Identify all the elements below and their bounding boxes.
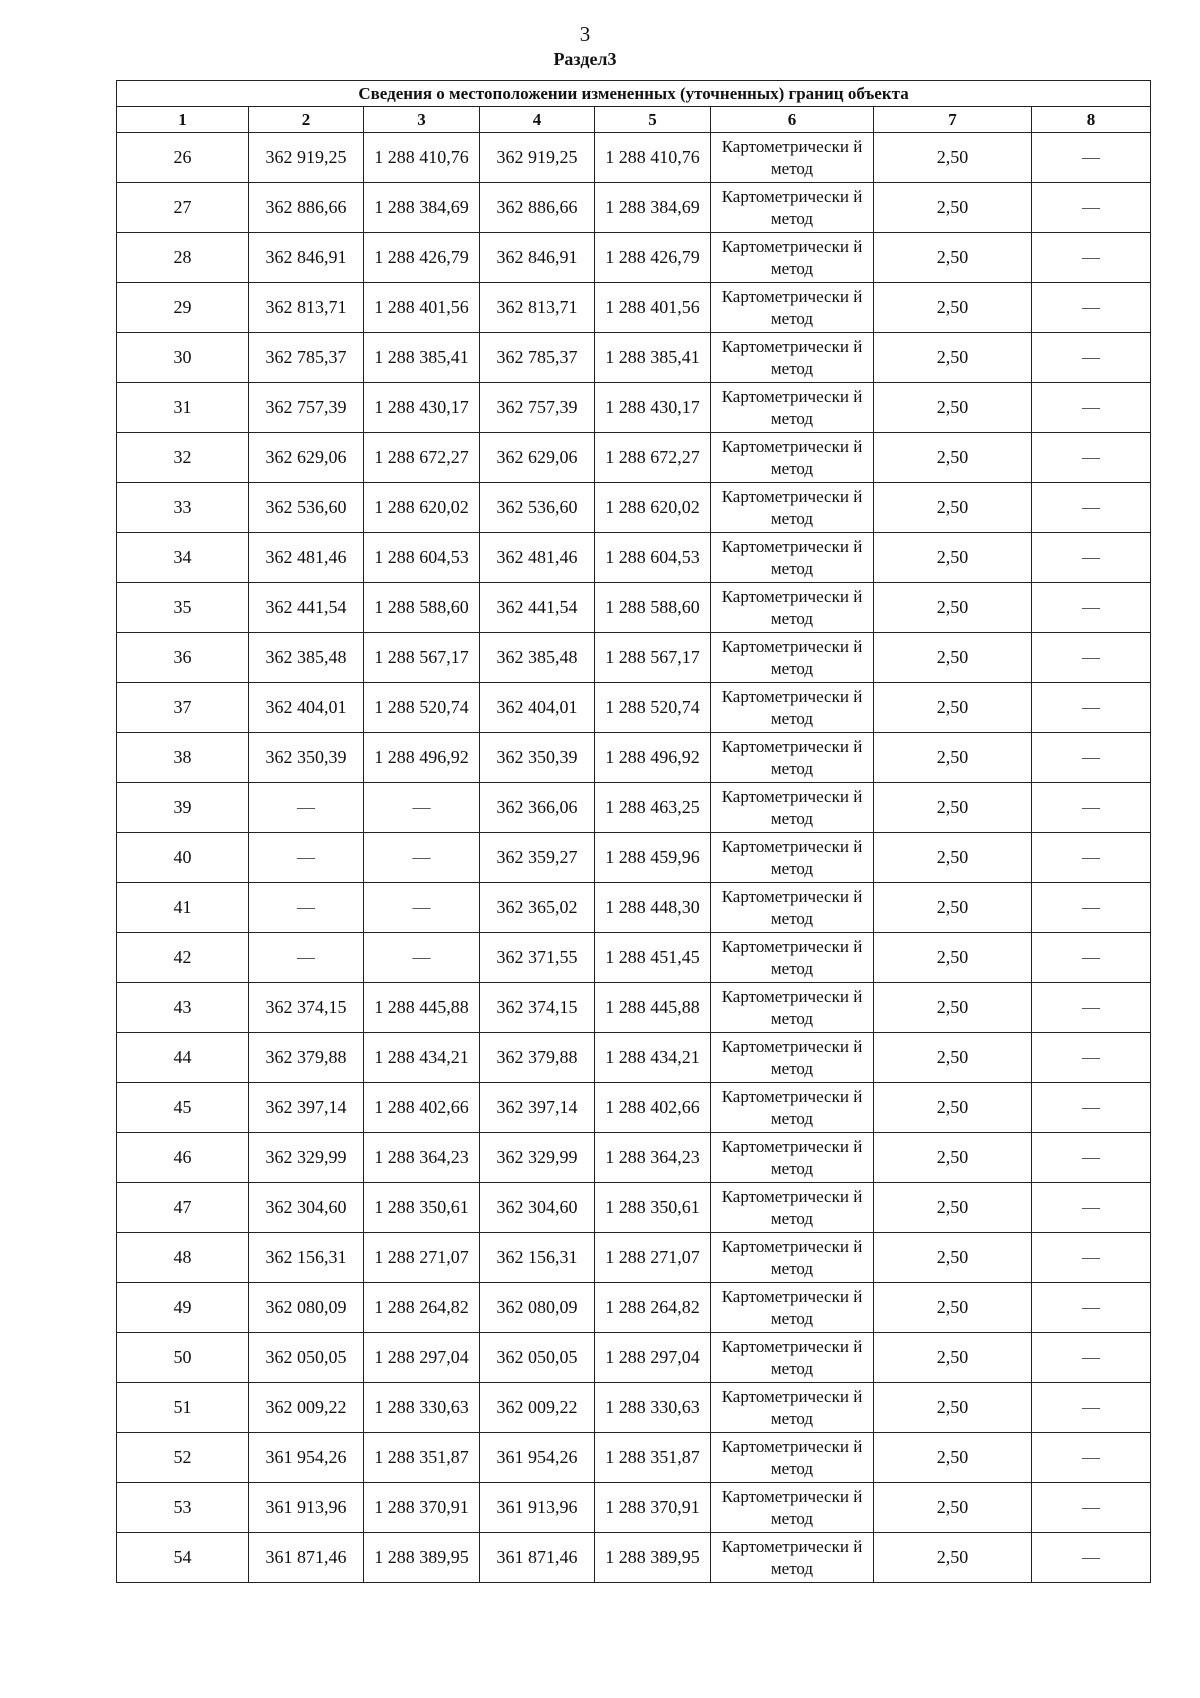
table-row: [117, 1133, 1151, 1183]
cell-refined-x: 362 359,27: [480, 833, 595, 883]
cell-note: —: [1032, 433, 1151, 483]
cell-point-number: 44: [117, 1033, 249, 1083]
cell-method: Картометрически й метод: [711, 1133, 874, 1183]
cell-existing-x: 361 954,26: [249, 1433, 364, 1483]
table-row: [117, 283, 1151, 333]
cell-note: —: [1032, 633, 1151, 683]
cell-accuracy: 2,50: [874, 383, 1032, 433]
cell-accuracy: 2,50: [874, 983, 1032, 1033]
cell-method: Картометрически й метод: [711, 283, 874, 333]
cell-note: —: [1032, 483, 1151, 533]
cell-refined-y: 1 288 351,87: [595, 1433, 711, 1483]
cell-accuracy: 2,50: [874, 1083, 1032, 1133]
cell-refined-x: 362 536,60: [480, 483, 595, 533]
cell-note: —: [1032, 283, 1151, 333]
cell-existing-x: 362 629,06: [249, 433, 364, 483]
cell-refined-x: 362 371,55: [480, 933, 595, 983]
cell-refined-x: 362 757,39: [480, 383, 595, 433]
cell-refined-x: 362 365,02: [480, 883, 595, 933]
cell-existing-x: 362 813,71: [249, 283, 364, 333]
cell-existing-y: 1 288 496,92: [364, 733, 480, 783]
cell-existing-y: 1 288 402,66: [364, 1083, 480, 1133]
cell-existing-y: 1 288 264,82: [364, 1283, 480, 1333]
cell-point-number: 48: [117, 1233, 249, 1283]
cell-refined-y: 1 288 370,91: [595, 1483, 711, 1533]
column-header-2: 2: [249, 107, 364, 133]
cell-refined-x: 362 350,39: [480, 733, 595, 783]
cell-refined-x: 361 871,46: [480, 1533, 595, 1583]
cell-note: —: [1032, 1133, 1151, 1183]
table-row: [117, 1533, 1151, 1583]
cell-method: Картометрически й метод: [711, 833, 874, 883]
table-row: [117, 1433, 1151, 1483]
cell-method: Картометрически й метод: [711, 433, 874, 483]
cell-accuracy: 2,50: [874, 183, 1032, 233]
table-row: [117, 483, 1151, 533]
cell-note: —: [1032, 1333, 1151, 1383]
cell-accuracy: 2,50: [874, 683, 1032, 733]
cell-point-number: 39: [117, 783, 249, 833]
cell-refined-x: 362 304,60: [480, 1183, 595, 1233]
cell-refined-y: 1 288 496,92: [595, 733, 711, 783]
cell-existing-y: —: [364, 883, 480, 933]
cell-refined-x: 362 441,54: [480, 583, 595, 633]
cell-existing-x: 362 397,14: [249, 1083, 364, 1133]
cell-note: —: [1032, 333, 1151, 383]
cell-note: —: [1032, 133, 1151, 183]
cell-refined-x: 362 629,06: [480, 433, 595, 483]
cell-existing-y: 1 288 672,27: [364, 433, 480, 483]
column-header-5: 5: [595, 107, 711, 133]
table-row: [117, 733, 1151, 783]
cell-method: Картометрически й метод: [711, 233, 874, 283]
table-row: [117, 433, 1151, 483]
cell-refined-y: 1 288 385,41: [595, 333, 711, 383]
cell-refined-x: 362 379,88: [480, 1033, 595, 1083]
table-row: [117, 1483, 1151, 1533]
table-row: [117, 1183, 1151, 1233]
cell-existing-y: 1 288 271,07: [364, 1233, 480, 1283]
cell-method: Картометрически й метод: [711, 683, 874, 733]
cell-point-number: 41: [117, 883, 249, 933]
cell-existing-x: 362 757,39: [249, 383, 364, 433]
boundary-coordinates-table: [116, 80, 1151, 1583]
cell-point-number: 38: [117, 733, 249, 783]
cell-existing-y: 1 288 364,23: [364, 1133, 480, 1183]
cell-existing-y: 1 288 389,95: [364, 1533, 480, 1583]
cell-note: —: [1032, 583, 1151, 633]
cell-note: —: [1032, 1183, 1151, 1233]
cell-method: Картометрически й метод: [711, 883, 874, 933]
cell-point-number: 32: [117, 433, 249, 483]
page-number: 3: [579, 22, 591, 46]
cell-point-number: 54: [117, 1533, 249, 1583]
cell-existing-y: 1 288 588,60: [364, 583, 480, 633]
cell-note: —: [1032, 1483, 1151, 1533]
table-row: [117, 883, 1151, 933]
cell-refined-x: 362 366,06: [480, 783, 595, 833]
table-row: [117, 983, 1151, 1033]
cell-accuracy: 2,50: [874, 533, 1032, 583]
cell-refined-y: 1 288 330,63: [595, 1383, 711, 1433]
cell-note: —: [1032, 683, 1151, 733]
cell-note: —: [1032, 1283, 1151, 1333]
cell-refined-x: 362 404,01: [480, 683, 595, 733]
cell-existing-x: 362 379,88: [249, 1033, 364, 1083]
cell-point-number: 29: [117, 283, 249, 333]
table-row: [117, 533, 1151, 583]
cell-existing-x: 362 329,99: [249, 1133, 364, 1183]
cell-point-number: 47: [117, 1183, 249, 1233]
cell-refined-y: 1 288 402,66: [595, 1083, 711, 1133]
cell-existing-y: 1 288 604,53: [364, 533, 480, 583]
table-row: [117, 1333, 1151, 1383]
cell-point-number: 33: [117, 483, 249, 533]
cell-refined-x: 362 374,15: [480, 983, 595, 1033]
cell-note: —: [1032, 383, 1151, 433]
cell-refined-y: 1 288 451,45: [595, 933, 711, 983]
table-row: [117, 333, 1151, 383]
cell-existing-x: 362 846,91: [249, 233, 364, 283]
cell-existing-x: 362 886,66: [249, 183, 364, 233]
cell-refined-x: 362 785,37: [480, 333, 595, 383]
cell-existing-x: 362 050,05: [249, 1333, 364, 1383]
table-row: [117, 233, 1151, 283]
cell-existing-y: 1 288 434,21: [364, 1033, 480, 1083]
cell-existing-x: 362 785,37: [249, 333, 364, 383]
cell-refined-y: 1 288 620,02: [595, 483, 711, 533]
cell-point-number: 51: [117, 1383, 249, 1433]
cell-accuracy: 2,50: [874, 1133, 1032, 1183]
table-row: [117, 133, 1151, 183]
cell-refined-y: 1 288 459,96: [595, 833, 711, 883]
cell-method: Картометрически й метод: [711, 1333, 874, 1383]
cell-existing-x: —: [249, 883, 364, 933]
cell-accuracy: 2,50: [874, 233, 1032, 283]
table-row: [117, 683, 1151, 733]
cell-refined-y: 1 288 430,17: [595, 383, 711, 433]
cell-existing-x: 362 919,25: [249, 133, 364, 183]
cell-method: Картометрически й метод: [711, 1433, 874, 1483]
table-caption-row: [117, 81, 1151, 107]
table-row: [117, 383, 1151, 433]
cell-refined-y: 1 288 297,04: [595, 1333, 711, 1383]
cell-method: Картометрически й метод: [711, 633, 874, 683]
cell-accuracy: 2,50: [874, 833, 1032, 883]
cell-method: Картометрически й метод: [711, 1083, 874, 1133]
cell-existing-y: 1 288 410,76: [364, 133, 480, 183]
cell-point-number: 26: [117, 133, 249, 183]
cell-accuracy: 2,50: [874, 333, 1032, 383]
cell-method: Картометрически й метод: [711, 583, 874, 633]
cell-existing-x: 362 404,01: [249, 683, 364, 733]
cell-existing-x: 362 080,09: [249, 1283, 364, 1333]
cell-accuracy: 2,50: [874, 1283, 1032, 1333]
cell-point-number: 45: [117, 1083, 249, 1133]
cell-existing-y: 1 288 620,02: [364, 483, 480, 533]
cell-existing-x: 362 304,60: [249, 1183, 364, 1233]
table-row: [117, 1083, 1151, 1133]
table-body: [117, 133, 1151, 1583]
cell-refined-x: 362 919,25: [480, 133, 595, 183]
cell-refined-x: 362 481,46: [480, 533, 595, 583]
column-header-4: 4: [480, 107, 595, 133]
cell-note: —: [1032, 1033, 1151, 1083]
table-row: [117, 933, 1151, 983]
cell-accuracy: 2,50: [874, 633, 1032, 683]
cell-point-number: 35: [117, 583, 249, 633]
cell-method: Картометрически й метод: [711, 983, 874, 1033]
cell-refined-x: 362 050,05: [480, 1333, 595, 1383]
cell-point-number: 50: [117, 1333, 249, 1383]
cell-existing-y: 1 288 426,79: [364, 233, 480, 283]
cell-refined-y: 1 288 445,88: [595, 983, 711, 1033]
cell-accuracy: 2,50: [874, 1533, 1032, 1583]
cell-existing-x: 362 350,39: [249, 733, 364, 783]
cell-note: —: [1032, 1433, 1151, 1483]
cell-existing-x: 362 441,54: [249, 583, 364, 633]
cell-refined-x: 362 156,31: [480, 1233, 595, 1283]
cell-accuracy: 2,50: [874, 1333, 1032, 1383]
cell-note: —: [1032, 883, 1151, 933]
cell-note: —: [1032, 1083, 1151, 1133]
cell-method: Картометрически й метод: [711, 1183, 874, 1233]
cell-existing-y: 1 288 445,88: [364, 983, 480, 1033]
table-row: [117, 1383, 1151, 1433]
cell-refined-y: 1 288 448,30: [595, 883, 711, 933]
cell-accuracy: 2,50: [874, 1483, 1032, 1533]
table-row: [117, 633, 1151, 683]
cell-method: Картометрически й метод: [711, 933, 874, 983]
table-row: [117, 183, 1151, 233]
cell-existing-y: 1 288 350,61: [364, 1183, 480, 1233]
cell-existing-x: 362 009,22: [249, 1383, 364, 1433]
cell-note: —: [1032, 733, 1151, 783]
cell-refined-y: 1 288 264,82: [595, 1283, 711, 1333]
cell-existing-y: 1 288 370,91: [364, 1483, 480, 1533]
cell-note: —: [1032, 983, 1151, 1033]
cell-refined-y: 1 288 588,60: [595, 583, 711, 633]
cell-point-number: 52: [117, 1433, 249, 1483]
cell-method: Картометрически й метод: [711, 1383, 874, 1433]
cell-accuracy: 2,50: [874, 433, 1032, 483]
cell-note: —: [1032, 833, 1151, 883]
cell-refined-x: 362 385,48: [480, 633, 595, 683]
table-row: [117, 1233, 1151, 1283]
cell-existing-y: 1 288 330,63: [364, 1383, 480, 1433]
cell-refined-y: 1 288 567,17: [595, 633, 711, 683]
cell-point-number: 37: [117, 683, 249, 733]
cell-existing-y: 1 288 385,41: [364, 333, 480, 383]
cell-existing-x: 362 481,46: [249, 533, 364, 583]
cell-existing-x: 362 536,60: [249, 483, 364, 533]
cell-existing-y: —: [364, 833, 480, 883]
column-header-3: 3: [364, 107, 480, 133]
cell-refined-y: 1 288 434,21: [595, 1033, 711, 1083]
cell-accuracy: 2,50: [874, 133, 1032, 183]
table-row: [117, 1033, 1151, 1083]
boundary-table-container: [116, 80, 1150, 1583]
cell-refined-y: 1 288 463,25: [595, 783, 711, 833]
cell-accuracy: 2,50: [874, 483, 1032, 533]
table-row: [117, 783, 1151, 833]
column-header-8: 8: [1032, 107, 1151, 133]
cell-accuracy: 2,50: [874, 1233, 1032, 1283]
cell-existing-y: 1 288 297,04: [364, 1333, 480, 1383]
cell-refined-y: 1 288 364,23: [595, 1133, 711, 1183]
cell-existing-y: 1 288 430,17: [364, 383, 480, 433]
cell-note: —: [1032, 233, 1151, 283]
cell-existing-y: —: [364, 783, 480, 833]
cell-method: Картометрически й метод: [711, 383, 874, 433]
cell-refined-x: 362 329,99: [480, 1133, 595, 1183]
cell-refined-x: 362 846,91: [480, 233, 595, 283]
cell-refined-x: 361 954,26: [480, 1433, 595, 1483]
table-row: [117, 583, 1151, 633]
cell-refined-x: 361 913,96: [480, 1483, 595, 1533]
cell-method: Картометрически й метод: [711, 1233, 874, 1283]
cell-existing-y: 1 288 351,87: [364, 1433, 480, 1483]
cell-accuracy: 2,50: [874, 1433, 1032, 1483]
cell-note: —: [1032, 1383, 1151, 1433]
cell-refined-y: 1 288 350,61: [595, 1183, 711, 1233]
cell-refined-y: 1 288 271,07: [595, 1233, 711, 1283]
cell-refined-x: 362 009,22: [480, 1383, 595, 1433]
cell-existing-y: 1 288 567,17: [364, 633, 480, 683]
cell-refined-x: 362 080,09: [480, 1283, 595, 1333]
cell-existing-y: 1 288 401,56: [364, 283, 480, 333]
cell-existing-y: 1 288 384,69: [364, 183, 480, 233]
cell-refined-y: 1 288 426,79: [595, 233, 711, 283]
cell-method: Картометрически й метод: [711, 1533, 874, 1583]
cell-accuracy: 2,50: [874, 283, 1032, 333]
cell-accuracy: 2,50: [874, 583, 1032, 633]
cell-note: —: [1032, 933, 1151, 983]
cell-point-number: 46: [117, 1133, 249, 1183]
cell-refined-y: 1 288 389,95: [595, 1533, 711, 1583]
cell-point-number: 36: [117, 633, 249, 683]
cell-method: Картометрически й метод: [711, 333, 874, 383]
cell-method: Картометрически й метод: [711, 783, 874, 833]
cell-note: —: [1032, 1233, 1151, 1283]
cell-accuracy: 2,50: [874, 933, 1032, 983]
cell-existing-x: —: [249, 933, 364, 983]
cell-point-number: 30: [117, 333, 249, 383]
cell-point-number: 27: [117, 183, 249, 233]
cell-note: —: [1032, 1533, 1151, 1583]
cell-refined-x: 362 886,66: [480, 183, 595, 233]
cell-refined-y: 1 288 520,74: [595, 683, 711, 733]
cell-refined-y: 1 288 410,76: [595, 133, 711, 183]
column-header-7: 7: [874, 107, 1032, 133]
cell-refined-y: 1 288 401,56: [595, 283, 711, 333]
cell-point-number: 53: [117, 1483, 249, 1533]
table-row: [117, 1283, 1151, 1333]
cell-method: Картометрически й метод: [711, 183, 874, 233]
cell-refined-y: 1 288 384,69: [595, 183, 711, 233]
column-number-row: [117, 107, 1151, 133]
cell-refined-y: 1 288 672,27: [595, 433, 711, 483]
cell-note: —: [1032, 183, 1151, 233]
cell-method: Картометрически й метод: [711, 483, 874, 533]
table-row: [117, 833, 1151, 883]
cell-existing-x: —: [249, 833, 364, 883]
cell-note: —: [1032, 533, 1151, 583]
cell-point-number: 49: [117, 1283, 249, 1333]
table-caption: Сведения о местоположении измененных (уточненных) границ объекта: [117, 81, 1151, 107]
cell-method: Картометрически й метод: [711, 133, 874, 183]
cell-existing-x: 362 385,48: [249, 633, 364, 683]
cell-method: Картометрически й метод: [711, 533, 874, 583]
cell-note: —: [1032, 783, 1151, 833]
cell-method: Картометрически й метод: [711, 1483, 874, 1533]
cell-point-number: 40: [117, 833, 249, 883]
cell-point-number: 28: [117, 233, 249, 283]
cell-existing-x: 361 913,96: [249, 1483, 364, 1533]
cell-accuracy: 2,50: [874, 1383, 1032, 1433]
section-title: Раздел3: [553, 49, 617, 69]
cell-existing-y: —: [364, 933, 480, 983]
cell-refined-x: 362 813,71: [480, 283, 595, 333]
cell-method: Картометрически й метод: [711, 1283, 874, 1333]
cell-method: Картометрически й метод: [711, 1033, 874, 1083]
cell-existing-x: 362 156,31: [249, 1233, 364, 1283]
cell-point-number: 42: [117, 933, 249, 983]
cell-point-number: 43: [117, 983, 249, 1033]
cell-existing-x: 361 871,46: [249, 1533, 364, 1583]
cell-accuracy: 2,50: [874, 883, 1032, 933]
cell-existing-x: —: [249, 783, 364, 833]
cell-accuracy: 2,50: [874, 733, 1032, 783]
cell-accuracy: 2,50: [874, 783, 1032, 833]
cell-accuracy: 2,50: [874, 1183, 1032, 1233]
cell-refined-y: 1 288 604,53: [595, 533, 711, 583]
column-header-1: 1: [117, 107, 249, 133]
cell-existing-y: 1 288 520,74: [364, 683, 480, 733]
cell-method: Картометрически й метод: [711, 733, 874, 783]
column-header-6: 6: [711, 107, 874, 133]
cell-point-number: 34: [117, 533, 249, 583]
cell-refined-x: 362 397,14: [480, 1083, 595, 1133]
cell-point-number: 31: [117, 383, 249, 433]
cell-accuracy: 2,50: [874, 1033, 1032, 1083]
cell-existing-x: 362 374,15: [249, 983, 364, 1033]
